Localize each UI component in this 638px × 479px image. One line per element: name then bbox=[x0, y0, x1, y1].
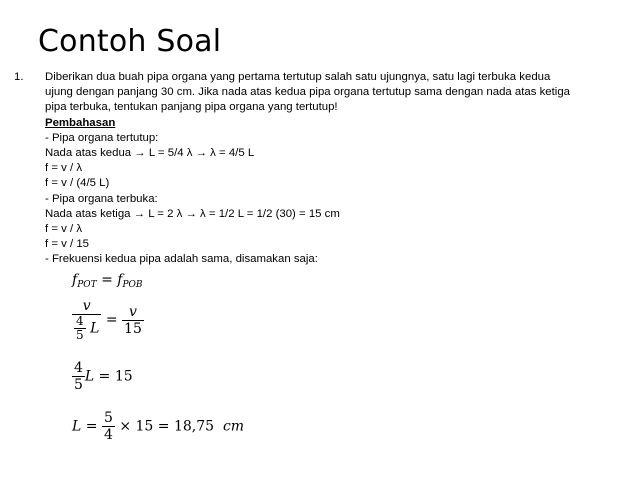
eq2-left-denominator bbox=[72, 315, 101, 342]
eq2-right-denominator: 15 bbox=[124, 320, 142, 337]
item-body bbox=[45, 70, 624, 268]
eq3-value: 15 bbox=[114, 368, 133, 385]
eq3-var: L bbox=[84, 368, 95, 385]
eq3-op: = bbox=[98, 368, 111, 385]
slide-title: Contoh Soal bbox=[38, 24, 222, 59]
item-number: 1. bbox=[14, 71, 24, 83]
eq2-right-fraction bbox=[122, 304, 144, 337]
eq2-left-fraction bbox=[72, 298, 101, 342]
eq4-times: × bbox=[119, 418, 132, 435]
eq4-num: 5 bbox=[103, 410, 113, 426]
solution-line: f = v / (4/5 L) bbox=[45, 177, 110, 190]
example-item bbox=[14, 70, 624, 268]
eq1-lhs-sub: POT bbox=[77, 280, 97, 290]
eq3-num: 4 bbox=[74, 360, 83, 376]
eq4-op2: = bbox=[157, 418, 170, 435]
solution-line: - Pipa organa terbuka: bbox=[45, 192, 158, 205]
eq2-right-numerator: v bbox=[122, 304, 144, 321]
solution-heading: Pembahasan bbox=[45, 116, 116, 129]
equation-solve-l bbox=[72, 360, 133, 393]
eq2-inner-den: 5 bbox=[76, 328, 84, 342]
solution-line: f = v / 15 bbox=[45, 238, 90, 251]
solution-line: f = v / λ bbox=[45, 162, 83, 175]
eq4-var: L bbox=[72, 418, 82, 435]
solution-line: Nada atas kedua → L = 5/4 λ → λ = 4/5 L bbox=[45, 147, 255, 160]
eq2-inner-num: 4 bbox=[76, 314, 84, 328]
solution-line: - Frekuensi kedua pipa adalah sama, disamakan saja: bbox=[45, 253, 318, 266]
equation-frequency-equal bbox=[72, 272, 143, 290]
eq1-lhs: f bbox=[72, 272, 78, 288]
eq2-inner-fraction bbox=[74, 315, 86, 342]
equation-fraction-equal bbox=[72, 298, 144, 342]
eq4-value: 15 bbox=[135, 418, 154, 435]
problem-line: ujung dengan panjang 30 cm. Jika nada atas kedua pipa organa tertutup sama dengan nada atas ketiga bbox=[45, 86, 570, 99]
solution-line: f = v / λ bbox=[45, 223, 83, 236]
problem-line: pipa terbuka, tentukan panjang pipa organa yang tertutup! bbox=[45, 101, 338, 114]
solution-line: Nada atas ketiga → L = 2 λ → λ = 1/2 L = 1/2 (30) = 15 cm bbox=[45, 207, 340, 220]
eq3-den: 5 bbox=[74, 377, 83, 393]
eq4-result: 18,75 bbox=[173, 418, 215, 435]
eq4-fraction bbox=[102, 410, 115, 443]
eq4-den: 4 bbox=[103, 427, 113, 443]
eq3-fraction bbox=[72, 360, 85, 393]
eq2-op: = bbox=[105, 312, 118, 328]
eq4-op: = bbox=[85, 418, 98, 435]
eq1-op: = bbox=[101, 272, 113, 288]
problem-line: Diberikan dua buah pipa organa yang pertama tertutup salah satu ujungnya, satu lagi terbuka kedua bbox=[45, 71, 551, 83]
eq4-unit: cm bbox=[222, 418, 245, 435]
equation-result bbox=[72, 410, 244, 443]
eq2-left-var: L bbox=[90, 320, 100, 337]
eq2-left-numerator: v bbox=[72, 298, 101, 315]
eq1-rhs-sub: POB bbox=[122, 280, 143, 290]
eq1-rhs: f bbox=[117, 272, 123, 288]
solution-line: - Pipa organa tertutup: bbox=[45, 131, 159, 144]
